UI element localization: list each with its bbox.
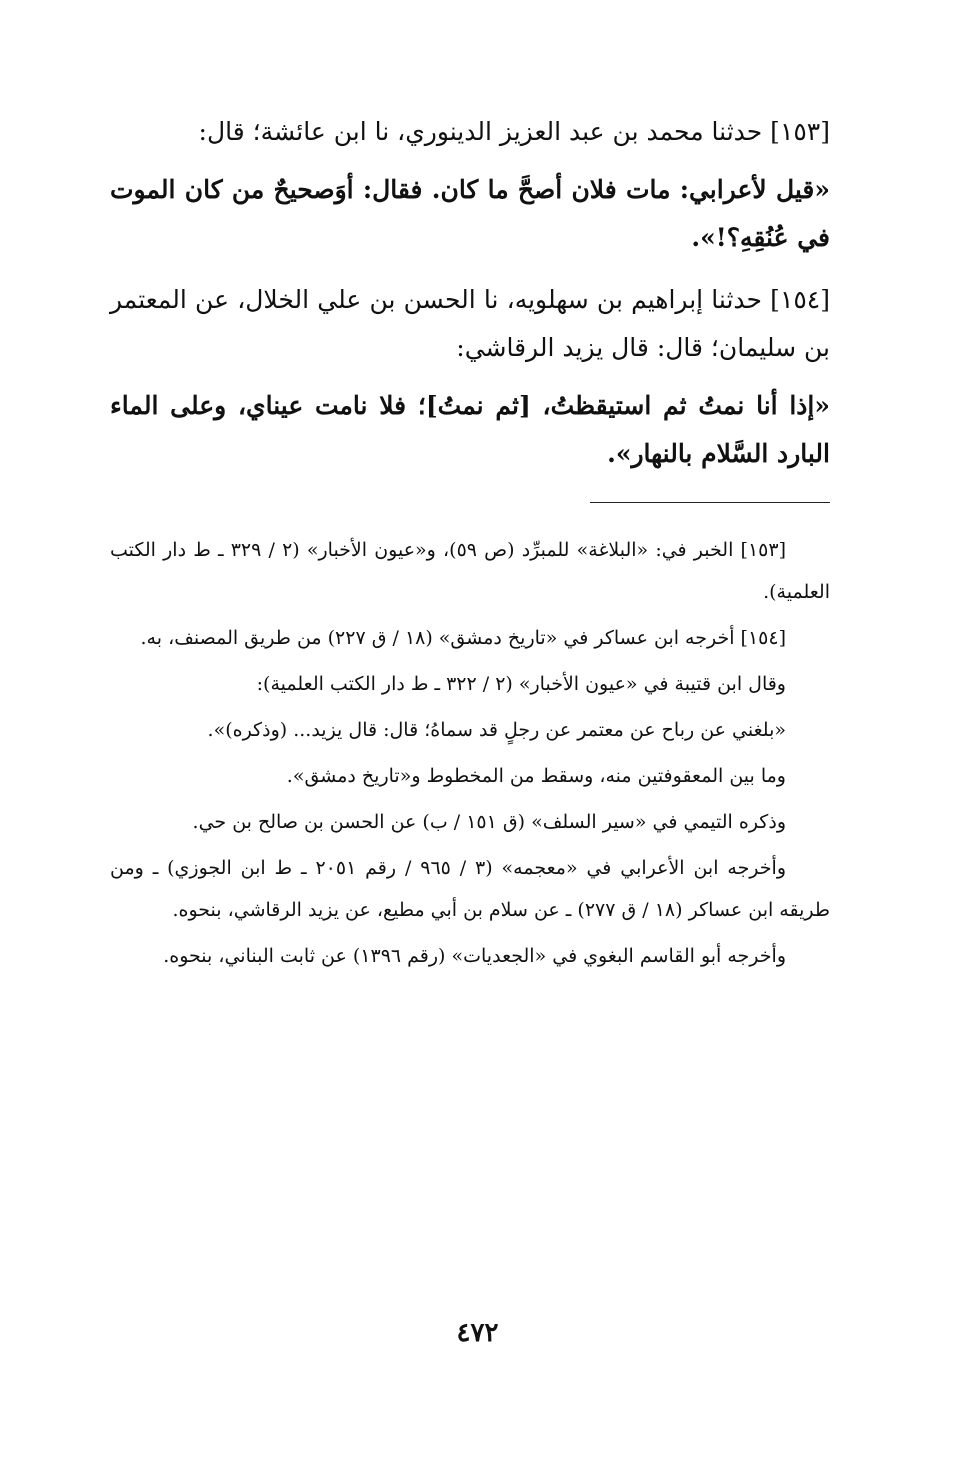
footnote-153: [١٥٣] الخبر في: «البلاغة» للمبرِّد (ص ٥٩)، و«عيون الأخبار» (٢ / ٣٢٩ ـ ط دار الكتب العلمية). [110,539,830,603]
page-number: ٤٧٢ [456,1318,499,1348]
hadith-154-quote: «إذا أنا نمتُ ثم استيقظتُ، [ثم نمتُ]؛ فلا نامت عيناي، وعلى الماء البارد السَّلام بالنهار». [110,391,830,468]
footnote-154: [١٥٤] أخرجه ابن عساكر في «تاريخ دمشق» (١٨ / ق ٢٢٧) من طريق المصنف، به. [140,627,786,649]
footnote-taymi: وذكره التيمي في «سير السلف» (ق ١٥١ / ب) عن الحسن بن صالح بن حي. [192,811,786,833]
footnotes [110,529,830,977]
footnote-brackets-note: وما بين المعقوفتين منه، وسقط من المخطوط و«تاريخ دمشق». [286,765,786,787]
hadith-153-text: [١٥٣] حدثنا محمد بن عبد العزيز الدينوري، نا ابن عائشة؛ قال: [198,117,830,146]
footnote-divider [590,502,830,503]
footnote-ibn-qutaybah: وقال ابن قتيبة في «عيون الأخبار» (٢ / ٣٢٢ ـ ط دار الكتب العلمية): [256,673,786,695]
hadith-154-text: [١٥٤] حدثنا إبراهيم بن سهلويه، نا الحسن بن علي الخلال، عن المعتمر بن سليمان؛ قال: قال يزيد الرقاشي: [110,285,830,362]
footnote-quote: «بلغني عن رباح عن معتمر عن رجلٍ قد سماهُ؛ قال: قال يزيد... (وذكره)». [207,719,786,741]
footnote-ibn-arabi: وأخرجه ابن الأعرابي في «معجمه» (٣ / ٩٦٥ / رقم ٢٠٥١ ـ ط ابن الجوزي) ـ ومن طريقه ابن عساكر (١٨ / ق ٢٧٧) ـ عن سلام بن أبي مطيع، عن يزيد الرقاشي، بنحوه. [110,857,830,921]
page-body [110,108,830,981]
footnote-baghawi: وأخرجه أبو القاسم البغوي في «الجعديات» (رقم ١٣٩٦) عن ثابت البناني، بنحوه. [163,945,786,967]
hadith-153-quote: «قيل لأعرابي: مات فلان أصحَّ ما كان. فقال: أوَصحيحٌ من كان الموت في عُنُقِهِ؟!». [110,175,830,252]
